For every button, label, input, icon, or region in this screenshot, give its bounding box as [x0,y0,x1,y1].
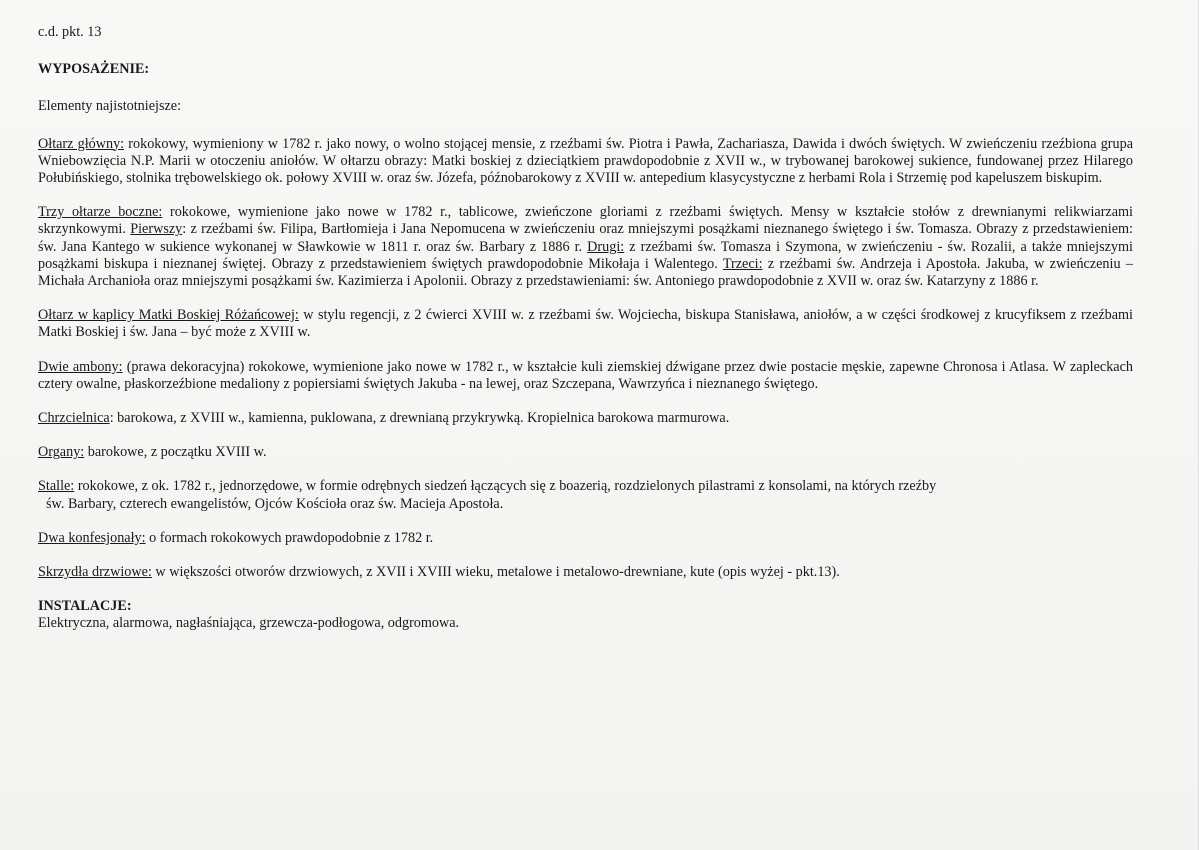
label-oltarz-kaplicy: Ołtarz w kaplicy Matki Boskiej Różańcowej: [38,307,299,324]
heading-wyposazenie: WYPOSAŻENIE: [38,61,150,78]
text-stalle: rokokowe, z ok. 1782 r., jednorzędowe, w formie odrębnych siedzeń łączących się z boazerią, rozdzielonych pilastrami z konsolami, na których rzeźby [74,478,937,495]
text-oltarz-kaplicy: w stylu regencji, z 2 ćwierci XVIII w. z rzeźbami św. Wojciecha, biskupa Stanisława, aniołów, a w części środkowej z krucyfiksem z rzeźbami Matki Boskiej i św. Jana – być może z XVIII w. [38,307,1133,341]
paragraph-skrzydla [38,564,1133,581]
text-pierwszy: : z rzeźbami św. Filipa, Bartłomieja i Jana Nepomucena w zwieńczeniu oraz mniejszymi posążkami nieznanego świętego i św. Tomasza. Obrazy z przedstawieniem: św. Jana Kantego w sukience wykonanej w Sławkowie w 1811 r. oraz św. Barbary z 1886 r. [38,221,1133,255]
paragraph-oltarz-glowny [38,136,1133,188]
paragraph-oltarz-kaplicy [38,307,1133,341]
paragraph-ambony [38,359,1133,393]
paragraph-oltarze-boczne [38,204,1133,290]
paragraph-chrzcielnica [38,410,1133,427]
label-konfesjonaly: Dwa konfesjonały: [38,529,146,546]
label-drugi: Drugi: [587,238,625,255]
label-trzeci: Trzeci: [722,255,763,272]
label-stalle: Stalle: [38,478,75,495]
text-skrzydla: w większości otworów drzwiowych, z XVII i XVIII wieku, metalowe i metalowo-drewniane, kute (opis wyżej - pkt.13). [151,564,840,581]
paragraph-konfesjonaly [38,530,1133,547]
instalacje-text: Elektryczna, alarmowa, nagłaśniająca, grzewcza-podłogowa, odgromowa. [38,615,460,632]
paragraph-stalle [38,478,1133,512]
text-stalle-line2: św. Barbary, czterech ewangelistów, Ojców Kościoła oraz św. Macieja Apostoła. [46,495,504,512]
text-organy: barokowe, z początku XVIII w. [84,444,267,461]
label-oltarz-glowny: Ołtarz główny: [38,135,125,152]
label-pierwszy: Pierwszy [130,221,183,238]
label-organy: Organy: [38,444,85,461]
text-chrzcielnica: : barokowa, z XVIII w., kamienna, puklowana, z drewnianą przykrywką. Kropielnica barokowa marmurowa. [109,410,730,427]
text-oltarz-glowny: rokokowy, wymieniony w 1782 r. jako nowy, o wolno stojącej mensie, z rzeźbami św. Piotra i Pawła, Zachariasza, Dawida i dwóch świętych. W zwieńczeniu rzeźbiona grupa Wniebowzięcia N.P. Marii w otoczeniu aniołów. W ołtarzu obrazy: Matki boskiej z dzieciątkiem prawdopodobnie z XVII w., w trybowanej barokowej sukience, fundowanej przez Hilarego Połubińskiego, stolnika trębowelskiego ok. połowy XVIII w. oraz św. Józefa, późnobarokowy z XVIII w. antepedium klasycystyczne z herbami Rola i Strzemię pod kapeluszem biskupim. [38,135,1133,187]
heading-instalacje: INSTALACJE: [38,598,132,615]
text-oltarze-boczne: rokokowe, wymienione jako nowe w 1782 r., tablicowe, zwieńczone gloriami z rzeźbami świętych. Mensy w kształcie stołów z drewnianymi relikwiarzami skrzynkowymi. [38,204,1133,238]
text-ambony: (prawa dekoracyjna) rokokowe, wymienione jako nowe w 1782 r., w kształcie kuli ziemskiej dźwigane przez dwie postacie męskie, zapewne Chronosa i Atlasa. W zapleckach cztery owalne, płaskorzeźbione medaliony z popiersiami świętych Jakuba - na lewej, oraz Szczepana, Wawrzyńca i nieznanego świętego. [38,358,1133,392]
intro-text: Elementy najistotniejsze: [38,98,182,115]
text-drugi: z rzeźbami św. Tomasza i Szymona, w zwieńczeniu - św. Rozalii, a także mniejszymi posążkami biskupa i nieznanej świętej. Obrazy z przedstawieniem świętych prawdopodobnie Mikołaja i Walentego. [38,238,1133,272]
text-konfesjonaly: o formach rokokowych prawdopodobnie z 1782 r. [145,529,434,546]
label-chrzcielnica: Chrzcielnica [38,410,110,427]
label-ambony: Dwie ambony: [38,358,123,375]
section-reference: c.d. pkt. 13 [38,24,102,40]
text-trzeci: z rzeźbami św. Andrzeja i Apostoła. Jakuba, w zwieńczeniu – Michała Archanioła oraz mniejszymi posążkami św. Kazimierza i Apolonii. Obrazy z przedstawieniami: św. Antoniego prawdopodobnie z XVII w. oraz św. Katarzyny z 1886 r. [38,255,1134,290]
label-skrzydla: Skrzydła drzwiowe: [38,564,152,581]
label-oltarze-boczne: Trzy ołtarze boczne: [38,204,163,221]
paragraph-organy [38,444,1133,461]
